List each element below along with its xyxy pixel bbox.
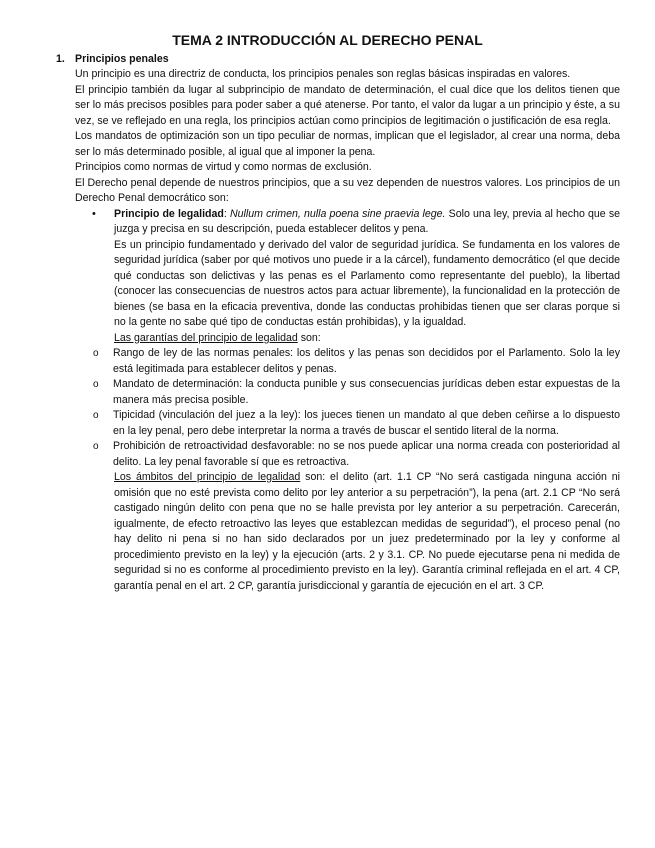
list-item (75, 346, 620, 377)
section-body (75, 67, 620, 594)
list-item (75, 439, 620, 470)
paragraph: Los mandatos de optimización son un tipo peculiar de normas, implican que el legislador, al crear una norma, deba ser lo más determinado posible, al igual que al imponer la pena. (75, 130, 620, 158)
principles-list (75, 207, 620, 347)
guarantee-text: Rango de ley de las normas penales: los delitos y las penas son decididos por el Parlamento. Solo la ley está legitimada para establecer delitos y penas. (113, 347, 620, 375)
guarantee-text: Prohibición de retroactividad desfavorable: no se nos puede aplicar una norma creada con posterioridad al delito. La ley penal favorable sí que es retroactiva. (113, 440, 620, 468)
scopes-label: Los ámbitos del principio de legalidad (114, 471, 301, 483)
paragraph: Principios como normas de virtud y como normas de exclusión. (75, 161, 372, 173)
sub-bullet-marker: o (93, 441, 99, 452)
guarantees-suffix: son: (297, 331, 321, 344)
section-number: 1. (56, 53, 65, 65)
guarantees-list (75, 346, 620, 470)
paragraph: El principio también da lugar al subprincipio de mandato de determinación, el cual dice que los delitos tienen que ser lo más precisos posibles para poder saber a qué atenerse. Por tanto, el valor da lugar a un principio y éste, a su vez, se ve reflejado en una regla, los principios actúan como principios de legitimación o justificación de esa regla. (75, 83, 620, 127)
document-title: TEMA 2 INTRODUCCIÓN AL DERECHO PENAL (172, 32, 483, 48)
list-item (75, 207, 620, 347)
list-item (75, 408, 620, 439)
guarantee-text: Mandato de determinación: la conducta punible y sus consecuencias jurídicas deben estar expuestas de la manera más precisa posible. (113, 378, 620, 406)
scopes-text: son: el delito (art. 1.1 CP “No será castigada ninguna acción ni omisión que no esté prevista como delito por ley anterior a su perpetración”), la pena (art. 2.1 CP “No será castigado ningún delito con pena que no se halle prevista por ley anterior a su perpetración. Carecerán, igualmente, de efecto retroactivo las leyes que establezcan medidas de seguridad”), el proceso penal (no hay delito ni pena si no han sido declarados por un juez predeterminado por la ley y conforme al procedimiento previsto en la ley) y la ejecución (arts. 2 y 3.1. CP. No puede ejecutarse pena ni medida de seguridad si no es conforme al procedimiento previsto en la ley). Garantía criminal reflejada en el art. 4 CP, garantía penal en el art. 2 CP, garantía jurisdiccional y garantía de ejecución en el art. 3 CP. (114, 471, 620, 592)
legality-text: Solo una ley, previa al hecho que se juzga y precisa en su descripción, pueda establecer delitos y pena. (114, 207, 621, 235)
sub-bullet-marker: o (93, 379, 99, 390)
section-heading (56, 52, 169, 68)
sub-bullet-marker: o (93, 410, 99, 421)
legality-colon: : (223, 207, 230, 220)
list-item (75, 377, 620, 408)
guarantee-text: Tipicidad (vinculación del juez a la ley): los jueces tienen un mandato al que deben ceñirse a lo dispuesto en la ley penal, pero debe interpretar la norma a través de buscar el sentido literal de la norma. (113, 409, 620, 437)
legality-label: Principio de legalidad (114, 207, 224, 220)
scopes-paragraph (75, 470, 620, 594)
sub-bullet-marker: o (93, 348, 99, 359)
paragraph: Un principio es una directriz de conducta, los principios penales son reglas básicas inspiradas en valores. (75, 68, 571, 80)
legality-definition (114, 207, 620, 238)
bullet-marker: • (92, 207, 96, 220)
paragraph: El Derecho penal depende de nuestros principios, que a su vez dependen de nuestros valores. Los principios de un Derecho Penal democrático son: (75, 176, 620, 204)
guarantees-label: Las garantías del principio de legalidad (114, 331, 298, 344)
latin-maxim: Nullum crimen, nulla poena sine praevia lege. (229, 207, 446, 220)
section-title: Principios penales (75, 53, 169, 65)
legality-foundation: Es un principio fundamentado y derivado del valor de seguridad jurídica. Se fundamenta en los valores de seguridad jurídica (saber por qué motivos uno puede ir a la cárcel), fundamento democrático (el que decide qué conductas son delictivas y las penas es el Parlamento como representante del pueblo), la libertad (conocer las consecuencias de nuestros actos para actuar libremente), la funcionalidad en la protección de bienes (se basa en la eficacia preventiva, donde las conductas prohibidas tienen que ser claras porque si no la gente no sabe qué tipo de conductas están prohibidas), y la igualdad. (114, 238, 620, 328)
guarantees-intro (114, 331, 620, 347)
